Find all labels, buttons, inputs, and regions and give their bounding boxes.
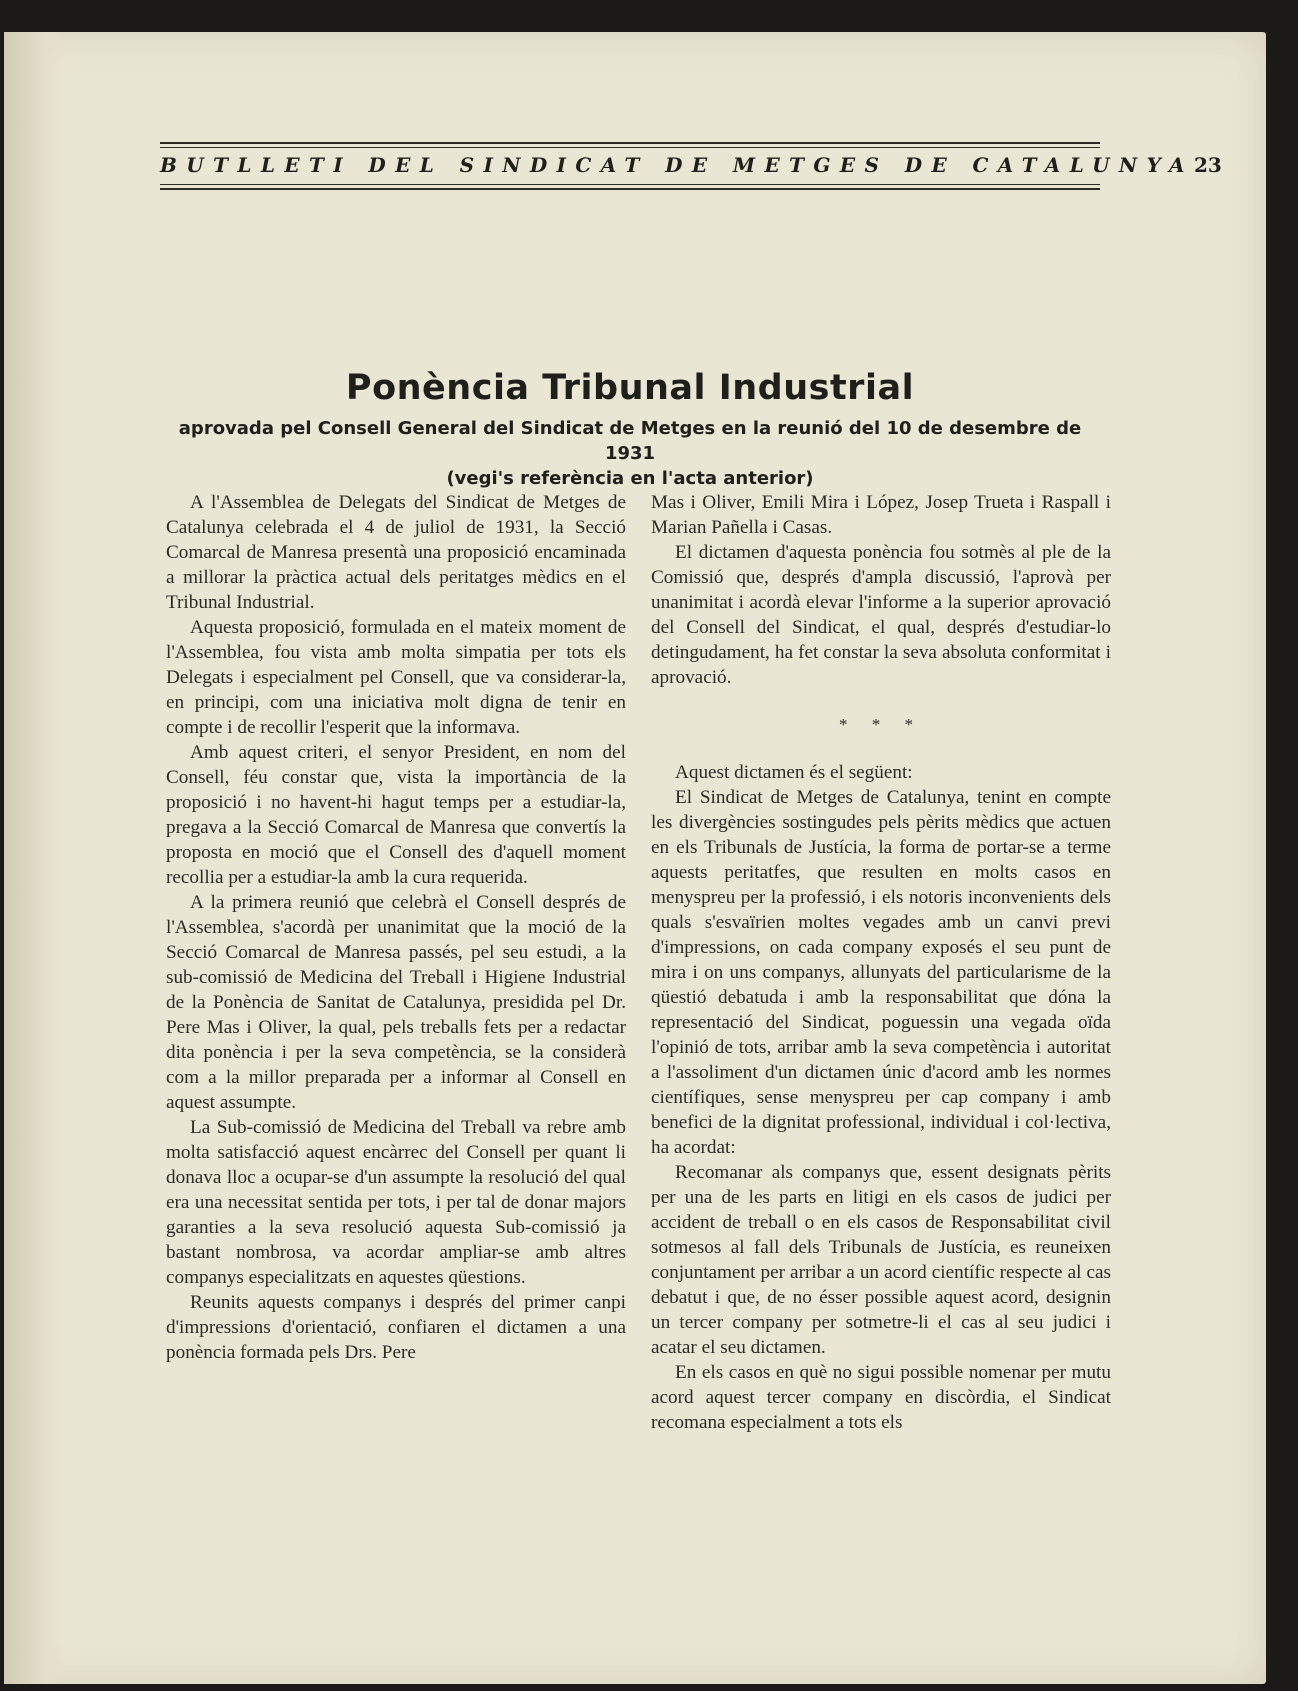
running-header — [160, 142, 1222, 190]
header-rule-bottom — [160, 188, 1100, 190]
paragraph: Aquesta proposició, formulada en el mateix moment de l'Assemblea, fou vista amb molta simpatia per tots els Delegats i especialment pel Consell, que va considerar-la, en principi, com una iniciativa molt digna de tenir en compte i de recollir l'esperit que la informava. — [166, 617, 626, 738]
header-rule-top — [160, 142, 1100, 144]
paragraph: El dictamen d'aquesta ponència fou sotmès al ple de la Comissió que, després d'ampla discussió, l'aprovà per unanimitat i acordà elevar l'informe a la superior aprovació del Consell del Sindicat, el qual, després d'estudiar-lo detingudament, ha fet constar la seva absoluta conformitat i aprovació. — [651, 542, 1111, 688]
header-row — [160, 148, 1222, 184]
header-rule-bottom-thin — [160, 184, 1100, 185]
paragraph: Recomanar als companys que, essent designats pèrits per una de les parts en litigi en els casos de judici per accident de treball o en els casos de Responsabilitat civil sotmesos al fall dels Tribunals de Justícia, es reuneixen conjuntament per arribar a un acord científic respecte al cas debatut i que, de no ésser possible aquest acord, designin un tercer company per sotmetre-li el cas al seu judici i acatar el seu dictamen. — [651, 1162, 1111, 1358]
journal-title: BUTLLETI DEL SINDICAT DE METGES DE CATALUNYA — [160, 153, 1194, 177]
article-subtitle: aprovada pel Consell General del Sindicat de Metges en la reunió del 10 de desembre de 1931 — [178, 418, 1082, 464]
paragraph: En els casos en què no sigui possible nomenar per mutu acord aquest tercer company en discòrdia, el Sindicat recomana especialment a tots els — [651, 1362, 1111, 1433]
paragraph: El Sindicat de Metges de Catalunya, tenint en compte les divergències sostingudes pels pèrits mèdics que actuen en els Tribunals de Justícia, la forma de portar-se a terme aquests peritatfes, que resulten en molts casos en menyspreu per la professió, i els notoris inconvenients dels quals s'esvaïrien moltes vegades amb un canvi previ d'impressions, on cada company exposés el seu punt de mira i on uns companys, allunyats del particularisme de la qüestió debatuda i amb la responsabilitat que dóna la representació del Sindicat, poguessin una vegada oïda l'opinió de tots, arribar amb la seva competència i autoritat a l'assoliment d'un dictamen únic d'acord amb les normes científiques, sense menyspreu per cap company i amb benefici de la dignitat professional, individual i col·lectiva, ha acordat: — [651, 787, 1111, 1158]
paragraph: A l'Assemblea de Delegats del Sindicat de Metges de Catalunya celebrada el 4 de juliol de 1931, la Secció Comarcal de Manresa presentà una proposició encaminada a millorar la pràctica actual dels peritatges mèdics en el Tribunal Industrial. — [166, 492, 626, 613]
page-binding-shadow — [4, 32, 64, 1684]
page-number: 23 — [1193, 153, 1222, 177]
paragraph: Aquest dictamen és el següent: — [675, 762, 913, 783]
paragraph: La Sub-comissió de Medicina del Treball va rebre amb molta satisfacció aquest encàrrec del Consell per quant li donava lloc a ocupar-se d'un assumpte la resolució del qual era una necessitat sentida per tots, i per tal de donar majors garanties a la seva resolució aquesta Sub-comissió ja bastant nombrosa, va acordar ampliar-se amb altres companys especialitzats en aquestes qüestions. — [166, 1117, 626, 1288]
section-separator: * * * — [839, 715, 923, 734]
paragraph: Amb aquest criteri, el senyor President, en nom del Consell, féu constar que, vista la importància de la proposició i no havent-hi hagut temps per a estudiar-la, pregava a la Secció Comarcal de Manresa que convertís la proposta en moció que el Consell des d'aquell moment recollia per a estudiar-la amb la cura requerida. — [166, 742, 626, 888]
paragraph: Reunits aquests companys i després del primer canpi d'impressions d'orientació, confiaren el dictamen a una ponència formada pels Drs. Pere — [166, 1292, 626, 1363]
left-column — [166, 490, 626, 1365]
document-page — [4, 32, 1266, 1684]
article-heading — [160, 368, 1100, 491]
article-reference-note: (vegi's referència en l'acta anterior) — [446, 468, 814, 489]
paragraph: A la primera reunió que celebrà el Consell després de l'Assemblea, s'acordà per unanimitat que la moció de la Secció Comarcal de Manresa passés, pel seu estudi, a la sub-comissió de Medicina del Treball i Higiene Industrial de la Ponència de Sanitat de Catalunya, presidida pel Dr. Pere Mas i Oliver, la qual, pels treballs fets per a redactar dita ponència i per la seva competència, se la considerà com a la millor preparada per a informar al Consell en aquest assumpte. — [166, 892, 626, 1113]
right-column — [651, 490, 1111, 1435]
paragraph-continued: Mas i Oliver, Emili Mira i López, Josep Trueta i Raspall i Marian Pañella i Casas. — [651, 492, 1111, 538]
article-title: Ponència Tribunal Industrial — [345, 368, 915, 408]
